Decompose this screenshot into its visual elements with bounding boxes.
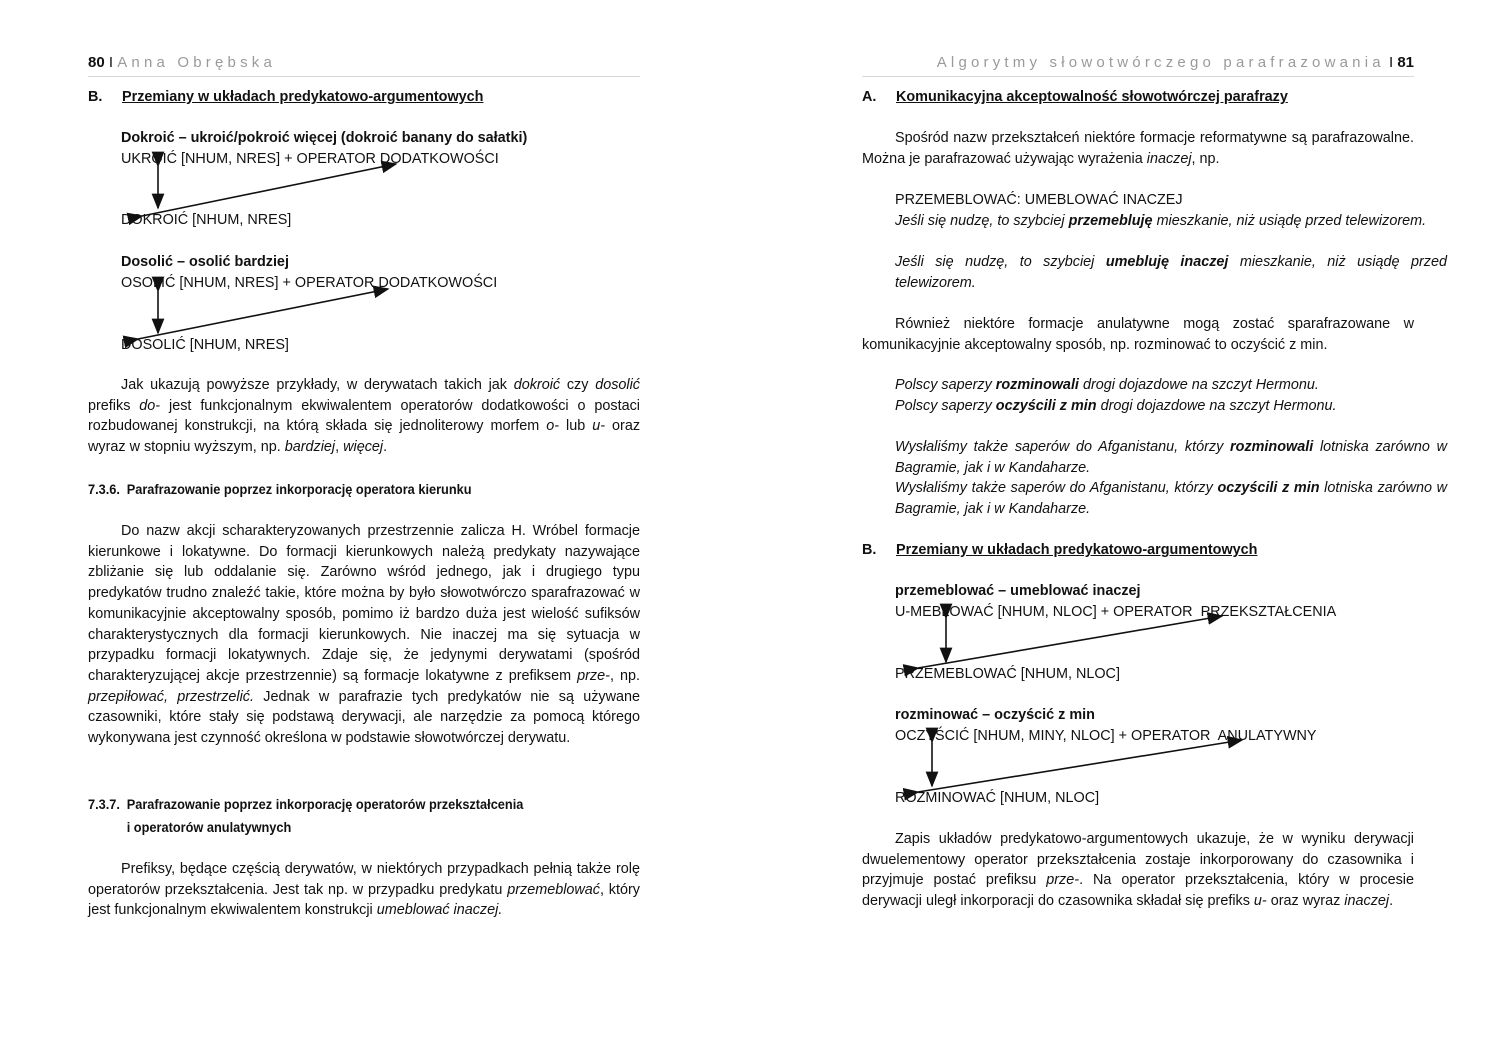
right-example4-heading: rozminować – oczyścić z min [895,707,1095,723]
right-example1-sentence2: Jeśli się nudzę, to szybciej umebluję inaczej mieszkanie, niż usiądę przed telewizorem. [895,254,1447,291]
right-example4-top: OCZYŚCIĆ [NHUM, MINY, NLOC] + OPERATOR ANULATYWNY [895,728,1317,744]
right-example3-top: U-MEBLOWAĆ [NHUM, NLOC] + OPERATOR PRZEKSZTAŁCENIA [895,604,1337,620]
right-example4-bottom: ROZMINOWAĆ [NHUM, NLOC] [895,790,1100,806]
right-section-a-heading: A. Komunikacyjna akceptowalność słowotwórczej parafrazy [862,89,1288,105]
left-section-b-heading: B. Przemiany w układach predykatowo-argumentowych [88,89,484,105]
left-example1-bottom: DOKROIĆ [NHUM, NRES] [121,212,292,228]
right-example2-sentence2: Polscy saperzy oczyścili z min drogi dojazdowe na szczyt Hermonu. [895,398,1337,414]
right-example3-bottom: PRZEMEBLOWAĆ [NHUM, NLOC] [895,666,1120,682]
right-example1-heading: PRZEMEBLOWAĆ: UMEBLOWAĆ INACZEJ [895,192,1183,208]
subsection-7-3-6-heading: 7.3.6. Parafrazowanie poprzez inkorporację operatora kierunku [88,482,472,498]
left-example2-diagonal-arrow [138,289,388,339]
right-running-header: Algorytmy słowotwórczego parafrazowania I 81 [936,54,1414,71]
left-page [88,0,648,1059]
right-example3-heading: przemeblować – umeblować inaczej [895,583,1141,599]
left-paragraph-2: Do nazw akcji scharakteryzowanych przestrzennie zalicza H. Wróbel formacje kierunkowe i lokatywne. Do formacji kierunkowych należą predykaty nazywające zbliżanie się lub oddalanie się. Zarówno wśród jednego, jak i drugiego typu predykatów trudno znaleźć takie, które można by było słowotwórczo sparafrazować w komunikacyjnie akceptowalny sposób, pomimo iż bardzo duża jest wielość sufiksów charakterystycznych dla formacji kierunkowych. Nie inaczej ma się sytuacja w przypadku formacji lokatywnych. Zdaje się, że jedynymi derywatami (spośród charakteryzującej akcje przestrzennie) są formacje lokatywne z prefiksem prze-, np. przepiłować, przestrzelić. Jednak w parafrazie tych predykatów nie są używane czasowniki, które stały się podstawą derywacji, ale narzędzie za pomocą którego wykonywana jest czynność określona w podstawie słowotwórczej derywatu. [88,523,641,747]
left-paragraph-1: Jak ukazują powyższe przykłady, w derywatach takich jak dokroić czy dosolić prefiks do- jest funkcjonalnym ekwiwalentem operatorów dodatkowości o postaci rozbudowanej konstrukcji, na którą składa się jednoliterowy morfem o- lub u- oraz wyraz w stopniu wyższym, np. bardziej, więcej. [88,377,641,456]
right-example2-sentence1: Polscy saperzy rozminowali drogi dojazdowe na szczyt Hermonu. [895,377,1319,393]
left-page-number: 80 [88,54,105,71]
left-example1-heading: Dokroić – ukroić/pokroić więcej (dokroić banany do sałatki) [121,130,528,146]
right-running-title: Algorytmy słowotwórczego parafrazowania [936,54,1385,71]
left-example2-top: OSOLIĆ [NHUM, NRES] + OPERATOR DODATKOWOŚCI [121,275,498,291]
left-example2-bottom: DOSOLIĆ [NHUM, NRES] [121,337,289,353]
right-page [862,0,1448,1059]
right-example2-sentence3: Wysłaliśmy także saperów do Afganistanu, którzy rozminowali lotniska zarówno w Bagramie, jak i w Kandaharze. [895,439,1448,476]
right-paragraph-1: Spośród nazw przekształceń niektóre formacje reformatywne są parafrazowalne. Można je parafrazować używając wyrażenia inaczej, np. [862,130,1414,167]
right-paragraph-2: Również niektóre formacje anulatywne mogą zostać sparafrazowane w komunikacyjnie akceptowalny sposób, np. rozminować to oczyścić z min. [862,316,1414,353]
left-author: Anna Obrębska [117,54,277,71]
right-example4-diagonal-arrow [918,740,1242,792]
left-example1-diagonal-arrow [142,164,396,216]
left-example2-heading: Dosolić – osolić bardziej [121,254,289,270]
left-running-header: 80 I Anna Obrębska [88,54,277,71]
left-paragraph-3: Prefiksy, będące częścią derywatów, w niektórych przypadkach pełnią także rolę operatorów przekształcenia. Jest tak np. w przypadku predykatu przemeblować, który jest funkcjonalnym ekwiwalentem konstrukcji umeblować inaczej. [88,861,640,919]
right-section-b-heading: B. Przemiany w układach predykatowo-argumentowych [862,542,1258,558]
subsection-7-3-7-heading: 7.3.7. Parafrazowanie poprzez inkorporację operatorów przekształcenia i operatorów anulatywnych [88,797,524,836]
right-example2-sentence4: Wysłaliśmy także saperów do Afganistanu, którzy oczyścili z min lotniska zarówno w Bagramie, jak i w Kandaharze. [895,480,1447,517]
right-paragraph-3: Zapis układów predykatowo-argumentowych ukazuje, że w wyniku derywacji dwuelementowy operator przekształcenia zostaje inkorporowany do czasownika i przyjmuje postać prefiksu prze-. Na operator przekształcenia, który w procesie derywacji uległ inkorporacji do czasownika składał się prefiks u- oraz wyraz inaczej. [862,831,1414,910]
right-example3-diagonal-arrow [918,616,1222,668]
right-example1-sentence1: Jeśli się nudzę, to szybciej przemebluję mieszkanie, niż usiądę przed telewizorem. [895,213,1427,229]
left-example1-top: UKROIĆ [NHUM, NRES] + OPERATOR DODATKOWOŚCI [121,151,499,167]
right-page-number: 81 [1397,54,1414,71]
